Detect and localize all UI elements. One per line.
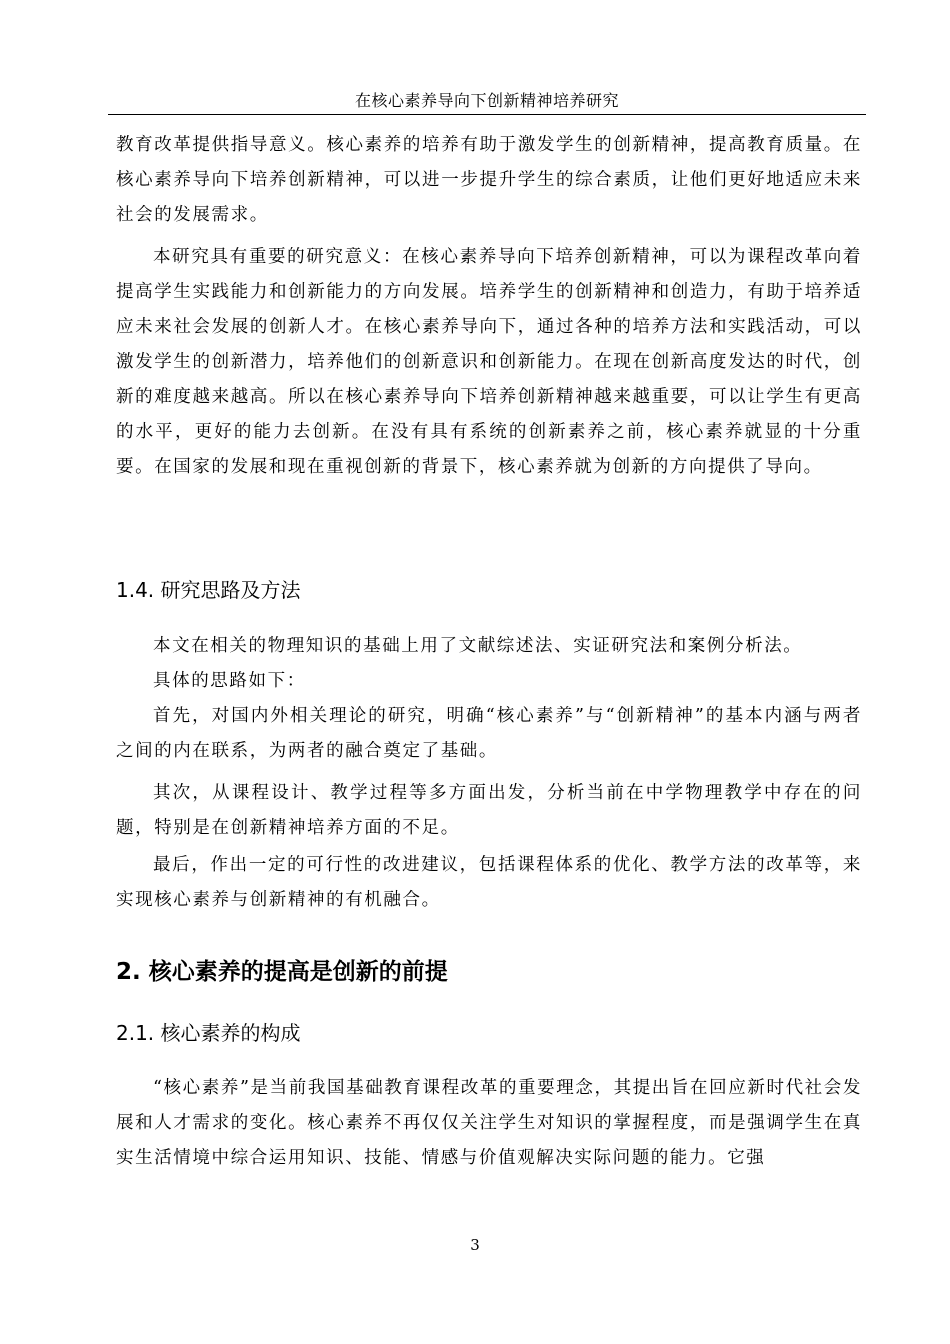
paragraph-intro-continued: 教育改革提供指导意义。核心素养的培养有助于激发学生的创新精神，提高教育质量。在核心素养导向下培养创新精神，可以进一步提升学生的综合素质，让他们更好地适应未来社会的发展需求。 — [116, 135, 862, 225]
paragraph-methods: 本文在相关的物理知识的基础上用了文献综述法、实证研究法和案例分析法。 — [153, 636, 803, 656]
section-heading-2: 2. 核心素养的提高是创新的前提 — [116, 959, 448, 985]
paragraph-core-literacy: “核心素养”是当前我国基础教育课程改革的重要理念，其提出旨在回应新时代社会发展和人才需求的变化。核心素养不再仅仅关注学生对知识的掌握程度，而是强调学生在真实生活情境中综合运用知识、技能、情感与价值观解决实际问题的能力。它强 — [116, 1078, 862, 1168]
paragraph-step-second: 其次，从课程设计、教学过程等多方面出发，分析当前在中学物理教学中存在的问题，特别是在创新精神培养方面的不足。 — [116, 783, 862, 838]
paragraph-approach-intro: 具体的思路如下： — [153, 671, 306, 691]
section-heading-1-4: 1.4. 研究思路及方法 — [116, 578, 301, 602]
paragraph-step-first: 首先，对国内外相关理论的研究，明确“核心素养”与“创新精神”的基本内涵与两者之间的内在联系，为两者的融合奠定了基础。 — [116, 706, 862, 761]
paragraph-research-significance: 本研究具有重要的研究意义：在核心素养导向下培养创新精神，可以为课程改革向着提高学生实践能力和创新能力的方向发展。培养学生的创新精神和创造力，有助于培养适应未来社会发展的创新人才。在核心素养导向下，通过各种的培养方法和实践活动，可以激发学生的创新潜力，培养他们的创新意识和创新能力。在现在创新高度发达的时代，创新的难度越来越高。所以在核心素养导向下培养创新精神越来越重要，可以让学生有更高的水平，更好的能力去创新。在没有具有系统的创新素养之前，核心素养就显的十分重要。在国家的发展和现在重视创新的背景下，核心素养就为创新的方向提供了导向。 — [116, 247, 862, 477]
page-header — [108, 88, 866, 115]
page-number: 3 — [470, 1236, 480, 1254]
header-title: 在核心素养导向下创新精神培养研究 — [354, 91, 619, 110]
paragraph-step-last: 最后，作出一定的可行性的改进建议，包括课程体系的优化、教学方法的改革等，来实现核心素养与创新精神的有机融合。 — [116, 855, 862, 910]
section-heading-2-1: 2.1. 核心素养的构成 — [116, 1021, 301, 1045]
